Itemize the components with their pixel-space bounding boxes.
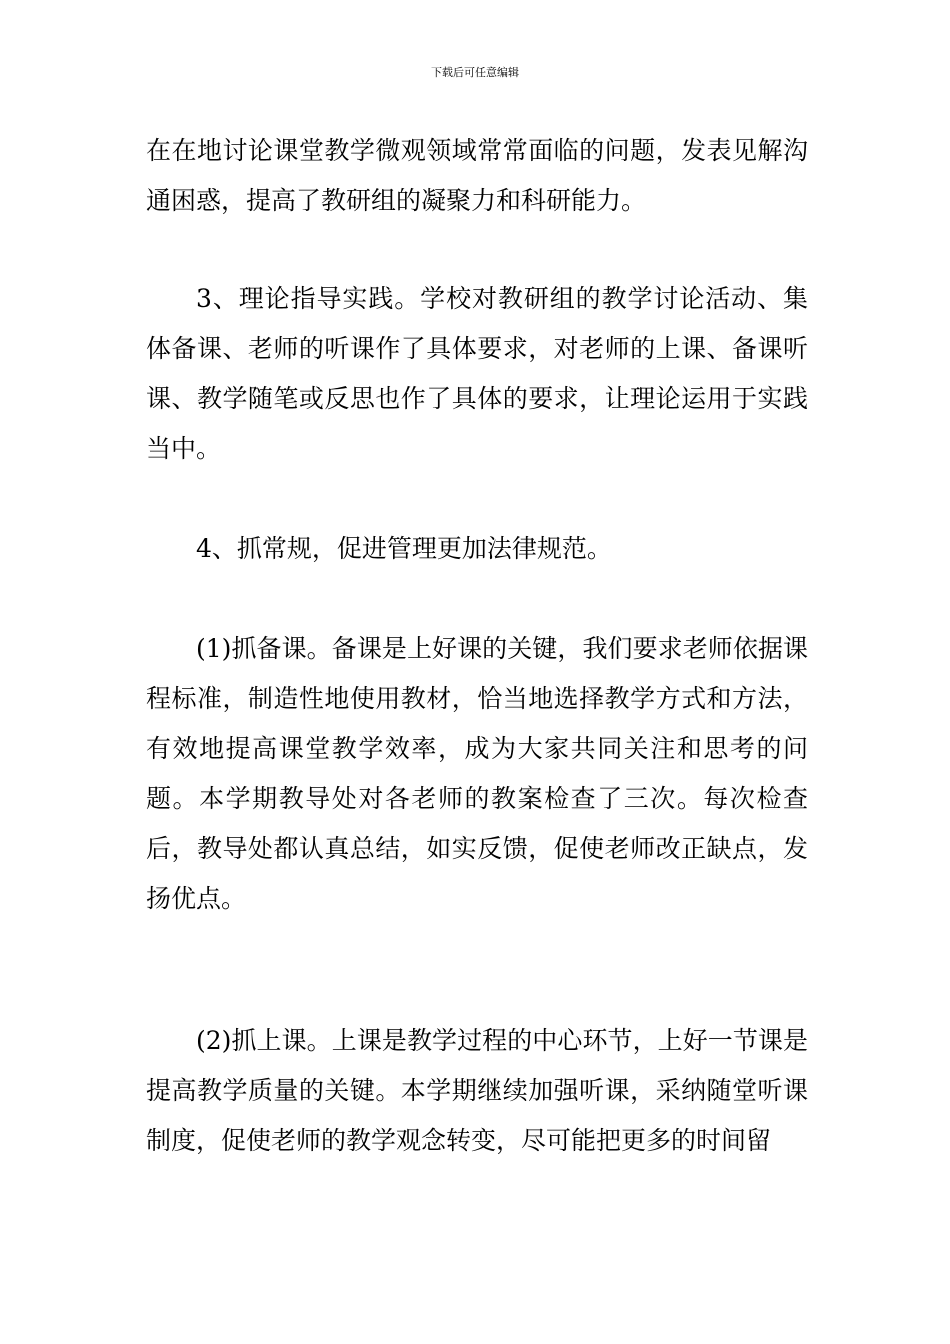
paragraph-3-text: 4、抓常规，促进管理更加法律规范。 [196,534,612,563]
paragraph-1 [146,126,808,226]
paragraph-5-text: (2)抓上课。上课是教学过程的中心环节，上好一节课是提高教学质量的关键。本学期继续加强听课，采纳随堂听课制度，促使老师的教学观念转变，尽可能把更多的时间留 [146,1026,808,1155]
paragraph-5 [146,1016,808,1166]
page-header: 下载后可任意编辑 [431,66,519,79]
paragraph-3 [146,524,808,574]
paragraph-2-text: 3、理论指导实践。学校对教研组的教学讨论活动、集体备课、老师的听课作了具体要求，对老师的上课、备课听课、教学随笔或反思也作了具体的要求，让理论运用于实践当中。 [146,284,808,463]
paragraph-2 [146,274,808,474]
paragraph-4-text: (1)抓备课。备课是上好课的关键，我们要求老师依据课程标准，制造性地使用教材，恰当地选择教学方式和方法，有效地提高课堂教学效率，成为大家共同关注和思考的问题。本学期教导处对各老师的教案检查了三次。每次检查后，教导处都认真总结，如实反馈，促使老师改正缺点，发扬优点。 [146,634,808,913]
paragraph-1-text: 在在地讨论课堂教学微观领域常常面临的问题，发表见解沟通困惑，提高了教研组的凝聚力和科研能力。 [146,136,808,215]
paragraph-4 [146,624,808,924]
